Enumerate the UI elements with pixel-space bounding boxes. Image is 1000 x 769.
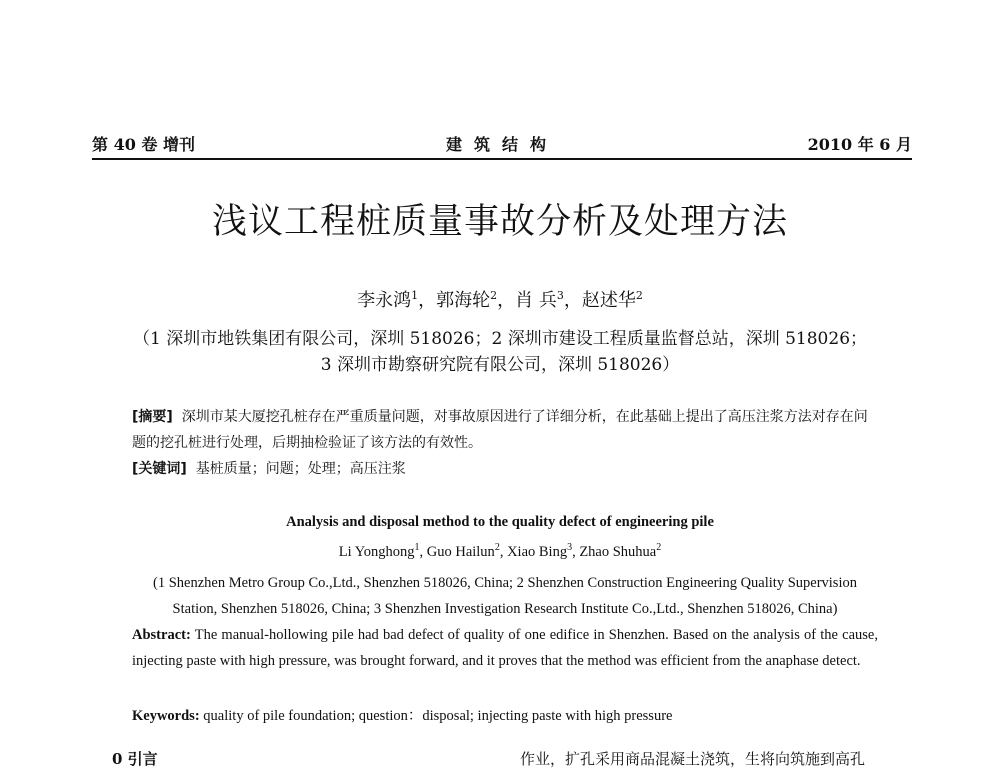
author-name: 赵述华	[581, 290, 636, 311]
abstract-cn	[132, 404, 880, 456]
affiliation-line: (1 Shenzhen Metro Group Co.,Ltd., Shenzhen 518026, China; 2 Shenzhen Construction Engineering Quality Supervision	[153, 575, 857, 591]
keywords-cn	[132, 458, 880, 478]
authors-en: Li Yonghong$^1$, Guo Hailun$^2$, Xiao Bing$^3$, Zhao Shuhua$^2$	[338, 542, 662, 560]
affiliation-line: Station, Shenzhen 518026, China; 3 Shenzhen Investigation Research Institute Co.,Ltd., Shenzhen 518026, China)	[172, 601, 838, 617]
author-affiliation-mark: 3	[556, 289, 564, 302]
abstract-label: [摘要]	[132, 409, 173, 425]
journal-name: 建筑结构	[445, 135, 558, 154]
section-heading-introduction: 0 引言	[112, 750, 158, 768]
running-header	[92, 132, 912, 154]
author-affiliation-mark: 2	[490, 289, 498, 302]
author-affiliation-mark: 3	[567, 542, 573, 553]
header-rule	[92, 158, 912, 160]
keywords-en	[132, 704, 878, 725]
affiliations-cn	[0, 326, 1000, 378]
author-name: 郭海轮	[436, 290, 491, 311]
author-affiliation-mark: 2	[635, 289, 643, 302]
affiliation-line: 3 深圳市勘察研究院有限公司，深圳 518026）	[320, 355, 680, 375]
authors-cn: 李永鸿$^1$，郭海轮$^2$，肖 兵$^3$，赵述华$^2$	[357, 289, 643, 311]
journal-volume: 第 40 卷 增刊	[92, 135, 195, 154]
abstract-label: Abstract:	[132, 627, 191, 643]
body-text-fragment: 作业，扩孔采用商品混凝土浇筑，生将向筑施到高孔	[520, 750, 866, 768]
keywords-label: [关键词]	[132, 461, 187, 477]
abstract-en	[132, 622, 878, 674]
keywords-label: Keywords:	[132, 708, 200, 724]
author-name: 肖 兵	[515, 290, 557, 311]
author-name: Guo Hailun	[426, 543, 495, 560]
affiliation-line: （1 深圳市地铁集团有限公司，深圳 518026；2 深圳市建设工程质量监督总站，深圳 518026；	[132, 329, 868, 349]
author-affiliation-mark: 2	[494, 542, 500, 553]
abstract-text: 深圳市某大厦挖孔桩存在严重质量问题，对事故原因进行了详细分析，在此基础上提出了高压注浆方法对存在问题的挖孔桩进行处理，后期抽检验证了该方法的有效性。	[132, 409, 868, 451]
abstract-text: The manual-hollowing pile had bad defect of quality of one edifice in Shenzhen. Based on the analysis of the cause, injecting paste with high pressure, was brought forward, and it proves that the method was efficient from the anaphase detect.	[132, 627, 878, 669]
author-name: 李永鸿	[357, 290, 412, 311]
author-affiliation-mark: 1	[414, 542, 420, 553]
publication-date: 2010 年 6 月	[807, 135, 912, 154]
paper-title-en: Analysis and disposal method to the quality defect of engineering pile	[286, 514, 714, 530]
author-affiliation-mark: 2	[656, 542, 662, 553]
author-name: Li Yonghong	[338, 543, 415, 560]
author-name: Xiao Bing	[507, 543, 568, 560]
keywords-text: quality of pile foundation; question：disposal; injecting paste with high pressure	[203, 708, 673, 724]
author-name: Zhao Shuhua	[579, 543, 657, 560]
author-affiliation-mark: 1	[411, 289, 419, 302]
keywords-text: 基桩质量；问题；处理；高压注浆	[195, 461, 406, 477]
paper-title: 浅议工程桩质量事故分析及处理方法	[211, 202, 788, 242]
affiliations-en	[130, 570, 880, 622]
